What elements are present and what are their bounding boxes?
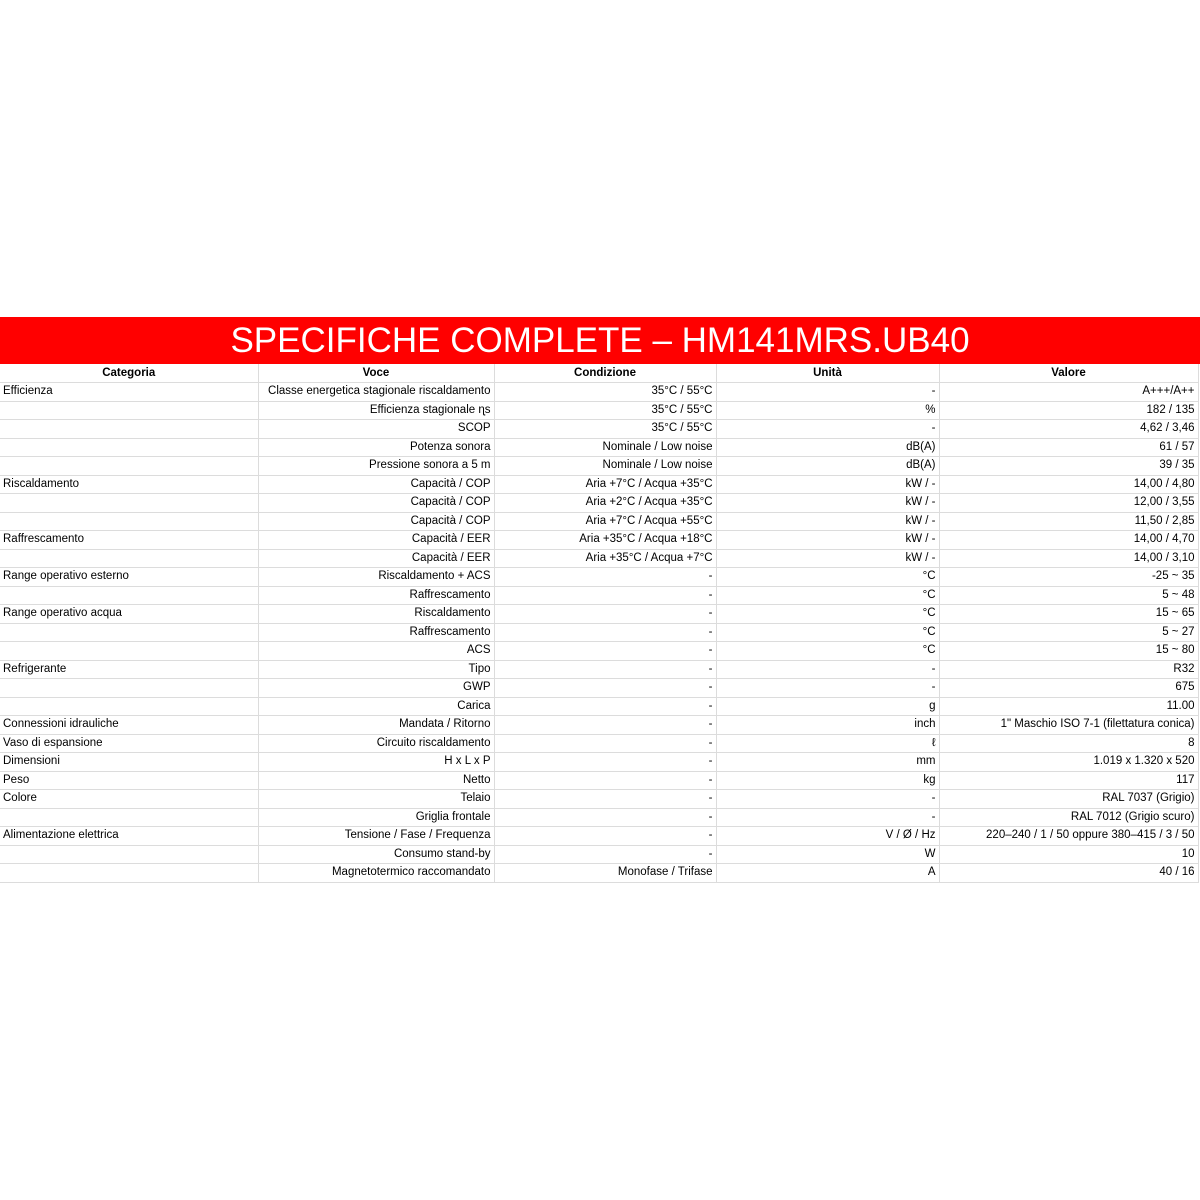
cell-unita: °C bbox=[716, 586, 939, 605]
cell-unita: °C bbox=[716, 605, 939, 624]
cell-condizione: - bbox=[494, 716, 716, 735]
cell-valore: 675 bbox=[939, 679, 1198, 698]
spec-table bbox=[0, 364, 1199, 883]
cell-condizione: - bbox=[494, 771, 716, 790]
spec-title: SPECIFICHE COMPLETE – HM141MRS.UB40 bbox=[0, 317, 1200, 364]
cell-condizione: Aria +7°C / Acqua +35°C bbox=[494, 475, 716, 494]
cell-categoria bbox=[0, 549, 258, 568]
cell-unita: - bbox=[716, 679, 939, 698]
cell-condizione: - bbox=[494, 623, 716, 642]
cell-voce: Tensione / Fase / Frequenza bbox=[258, 827, 494, 846]
table-row bbox=[0, 716, 1198, 735]
cell-categoria bbox=[0, 679, 258, 698]
cell-valore: 1.019 x 1.320 x 520 bbox=[939, 753, 1198, 772]
cell-unita: - bbox=[716, 383, 939, 402]
cell-voce: Griglia frontale bbox=[258, 808, 494, 827]
cell-unita: kW / - bbox=[716, 494, 939, 513]
cell-unita: W bbox=[716, 845, 939, 864]
cell-voce: Telaio bbox=[258, 790, 494, 809]
cell-categoria bbox=[0, 494, 258, 513]
cell-valore: RAL 7037 (Grigio) bbox=[939, 790, 1198, 809]
cell-voce: GWP bbox=[258, 679, 494, 698]
cell-valore: 12,00 / 3,55 bbox=[939, 494, 1198, 513]
table-row bbox=[0, 605, 1198, 624]
cell-condizione: - bbox=[494, 790, 716, 809]
cell-condizione: Nominale / Low noise bbox=[494, 457, 716, 476]
cell-unita: kW / - bbox=[716, 475, 939, 494]
cell-voce: Capacità / EER bbox=[258, 549, 494, 568]
cell-condizione: - bbox=[494, 586, 716, 605]
header-voce: Voce bbox=[258, 364, 494, 383]
cell-unita: kW / - bbox=[716, 549, 939, 568]
table-row bbox=[0, 827, 1198, 846]
cell-unita: g bbox=[716, 697, 939, 716]
cell-categoria: Refrigerante bbox=[0, 660, 258, 679]
cell-voce: Efficienza stagionale ɳs bbox=[258, 401, 494, 420]
cell-condizione: - bbox=[494, 660, 716, 679]
cell-voce: Riscaldamento + ACS bbox=[258, 568, 494, 587]
cell-unita: - bbox=[716, 660, 939, 679]
cell-valore: 15 ~ 80 bbox=[939, 642, 1198, 661]
table-row bbox=[0, 531, 1198, 550]
cell-categoria bbox=[0, 586, 258, 605]
cell-categoria bbox=[0, 512, 258, 531]
cell-unita: mm bbox=[716, 753, 939, 772]
cell-categoria: Peso bbox=[0, 771, 258, 790]
table-row bbox=[0, 771, 1198, 790]
header-valore: Valore bbox=[939, 364, 1198, 383]
cell-valore: 1" Maschio ISO 7-1 (filettatura conica) bbox=[939, 716, 1198, 735]
table-row bbox=[0, 679, 1198, 698]
cell-voce: Capacità / COP bbox=[258, 494, 494, 513]
cell-categoria: Alimentazione elettrica bbox=[0, 827, 258, 846]
cell-categoria bbox=[0, 401, 258, 420]
table-row bbox=[0, 401, 1198, 420]
cell-voce: Consumo stand-by bbox=[258, 845, 494, 864]
table-row bbox=[0, 549, 1198, 568]
cell-voce: ACS bbox=[258, 642, 494, 661]
cell-valore: A+++/A++ bbox=[939, 383, 1198, 402]
cell-condizione: - bbox=[494, 568, 716, 587]
table-row bbox=[0, 586, 1198, 605]
table-row bbox=[0, 734, 1198, 753]
cell-valore: 61 / 57 bbox=[939, 438, 1198, 457]
cell-condizione: Monofase / Trifase bbox=[494, 864, 716, 883]
table-row bbox=[0, 494, 1198, 513]
table-row bbox=[0, 623, 1198, 642]
cell-condizione: 35°C / 55°C bbox=[494, 420, 716, 439]
cell-valore: 10 bbox=[939, 845, 1198, 864]
cell-condizione: - bbox=[494, 827, 716, 846]
cell-valore: -25 ~ 35 bbox=[939, 568, 1198, 587]
header-row bbox=[0, 364, 1198, 383]
header-categoria: Categoria bbox=[0, 364, 258, 383]
cell-voce: Circuito riscaldamento bbox=[258, 734, 494, 753]
cell-condizione: - bbox=[494, 753, 716, 772]
cell-unita: kg bbox=[716, 771, 939, 790]
cell-condizione: - bbox=[494, 734, 716, 753]
cell-categoria bbox=[0, 438, 258, 457]
table-row bbox=[0, 753, 1198, 772]
cell-valore: 182 / 135 bbox=[939, 401, 1198, 420]
cell-categoria: Efficienza bbox=[0, 383, 258, 402]
spec-sheet bbox=[0, 317, 1200, 883]
cell-voce: Tipo bbox=[258, 660, 494, 679]
cell-condizione: Aria +35°C / Acqua +18°C bbox=[494, 531, 716, 550]
cell-valore: 15 ~ 65 bbox=[939, 605, 1198, 624]
cell-categoria bbox=[0, 623, 258, 642]
cell-categoria: Dimensioni bbox=[0, 753, 258, 772]
cell-voce: Capacità / EER bbox=[258, 531, 494, 550]
cell-voce: Raffrescamento bbox=[258, 623, 494, 642]
cell-condizione: Nominale / Low noise bbox=[494, 438, 716, 457]
cell-unita: dB(A) bbox=[716, 438, 939, 457]
table-row bbox=[0, 790, 1198, 809]
cell-condizione: Aria +7°C / Acqua +55°C bbox=[494, 512, 716, 531]
cell-categoria: Connessioni idrauliche bbox=[0, 716, 258, 735]
cell-valore: 117 bbox=[939, 771, 1198, 790]
table-row bbox=[0, 568, 1198, 587]
cell-unita: - bbox=[716, 420, 939, 439]
cell-voce: Raffrescamento bbox=[258, 586, 494, 605]
cell-valore: RAL 7012 (Grigio scuro) bbox=[939, 808, 1198, 827]
cell-condizione: - bbox=[494, 642, 716, 661]
cell-unita: °C bbox=[716, 568, 939, 587]
table-row bbox=[0, 383, 1198, 402]
cell-valore: 220–240 / 1 / 50 oppure 380–415 / 3 / 50 bbox=[939, 827, 1198, 846]
cell-condizione: Aria +35°C / Acqua +7°C bbox=[494, 549, 716, 568]
cell-voce: Pressione sonora a 5 m bbox=[258, 457, 494, 476]
cell-categoria bbox=[0, 420, 258, 439]
cell-condizione: - bbox=[494, 845, 716, 864]
table-row bbox=[0, 438, 1198, 457]
cell-categoria: Colore bbox=[0, 790, 258, 809]
cell-voce: Capacità / COP bbox=[258, 512, 494, 531]
cell-condizione: - bbox=[494, 808, 716, 827]
cell-voce: Mandata / Ritorno bbox=[258, 716, 494, 735]
header-unita: Unità bbox=[716, 364, 939, 383]
cell-condizione: Aria +2°C / Acqua +35°C bbox=[494, 494, 716, 513]
cell-unita: kW / - bbox=[716, 512, 939, 531]
cell-unita: - bbox=[716, 808, 939, 827]
table-row bbox=[0, 512, 1198, 531]
table-row bbox=[0, 420, 1198, 439]
cell-voce: SCOP bbox=[258, 420, 494, 439]
cell-voce: Magnetotermico raccomandato bbox=[258, 864, 494, 883]
cell-unita: °C bbox=[716, 623, 939, 642]
cell-valore: 39 / 35 bbox=[939, 457, 1198, 476]
cell-unita: A bbox=[716, 864, 939, 883]
cell-categoria bbox=[0, 808, 258, 827]
cell-unita: kW / - bbox=[716, 531, 939, 550]
cell-valore: 14,00 / 4,80 bbox=[939, 475, 1198, 494]
cell-categoria bbox=[0, 697, 258, 716]
cell-categoria bbox=[0, 642, 258, 661]
cell-condizione: 35°C / 55°C bbox=[494, 383, 716, 402]
cell-categoria: Raffrescamento bbox=[0, 531, 258, 550]
cell-voce: Classe energetica stagionale riscaldamento bbox=[258, 383, 494, 402]
cell-categoria: Range operativo esterno bbox=[0, 568, 258, 587]
cell-condizione: 35°C / 55°C bbox=[494, 401, 716, 420]
cell-valore: 5 ~ 27 bbox=[939, 623, 1198, 642]
cell-valore: 11,50 / 2,85 bbox=[939, 512, 1198, 531]
header-condizione: Condizione bbox=[494, 364, 716, 383]
cell-valore: 5 ~ 48 bbox=[939, 586, 1198, 605]
cell-categoria: Vaso di espansione bbox=[0, 734, 258, 753]
table-row bbox=[0, 864, 1198, 883]
cell-valore: 40 / 16 bbox=[939, 864, 1198, 883]
cell-unita: - bbox=[716, 790, 939, 809]
cell-condizione: - bbox=[494, 697, 716, 716]
cell-valore: R32 bbox=[939, 660, 1198, 679]
table-row bbox=[0, 457, 1198, 476]
cell-voce: Potenza sonora bbox=[258, 438, 494, 457]
cell-voce: Netto bbox=[258, 771, 494, 790]
spec-table-body bbox=[0, 383, 1198, 883]
table-row bbox=[0, 697, 1198, 716]
cell-categoria: Range operativo acqua bbox=[0, 605, 258, 624]
cell-unita: % bbox=[716, 401, 939, 420]
table-row bbox=[0, 660, 1198, 679]
table-row bbox=[0, 845, 1198, 864]
cell-categoria: Riscaldamento bbox=[0, 475, 258, 494]
table-row bbox=[0, 475, 1198, 494]
table-row bbox=[0, 642, 1198, 661]
cell-voce: Riscaldamento bbox=[258, 605, 494, 624]
cell-unita: dB(A) bbox=[716, 457, 939, 476]
cell-condizione: - bbox=[494, 605, 716, 624]
cell-voce: Capacità / COP bbox=[258, 475, 494, 494]
cell-condizione: - bbox=[494, 679, 716, 698]
cell-valore: 8 bbox=[939, 734, 1198, 753]
cell-valore: 14,00 / 3,10 bbox=[939, 549, 1198, 568]
cell-categoria bbox=[0, 864, 258, 883]
cell-unita: inch bbox=[716, 716, 939, 735]
cell-categoria bbox=[0, 845, 258, 864]
cell-valore: 4,62 / 3,46 bbox=[939, 420, 1198, 439]
cell-voce: H x L x P bbox=[258, 753, 494, 772]
table-row bbox=[0, 808, 1198, 827]
cell-voce: Carica bbox=[258, 697, 494, 716]
cell-valore: 11.00 bbox=[939, 697, 1198, 716]
cell-valore: 14,00 / 4,70 bbox=[939, 531, 1198, 550]
cell-categoria bbox=[0, 457, 258, 476]
cell-unita: V / Ø / Hz bbox=[716, 827, 939, 846]
cell-unita: °C bbox=[716, 642, 939, 661]
cell-unita: ℓ bbox=[716, 734, 939, 753]
